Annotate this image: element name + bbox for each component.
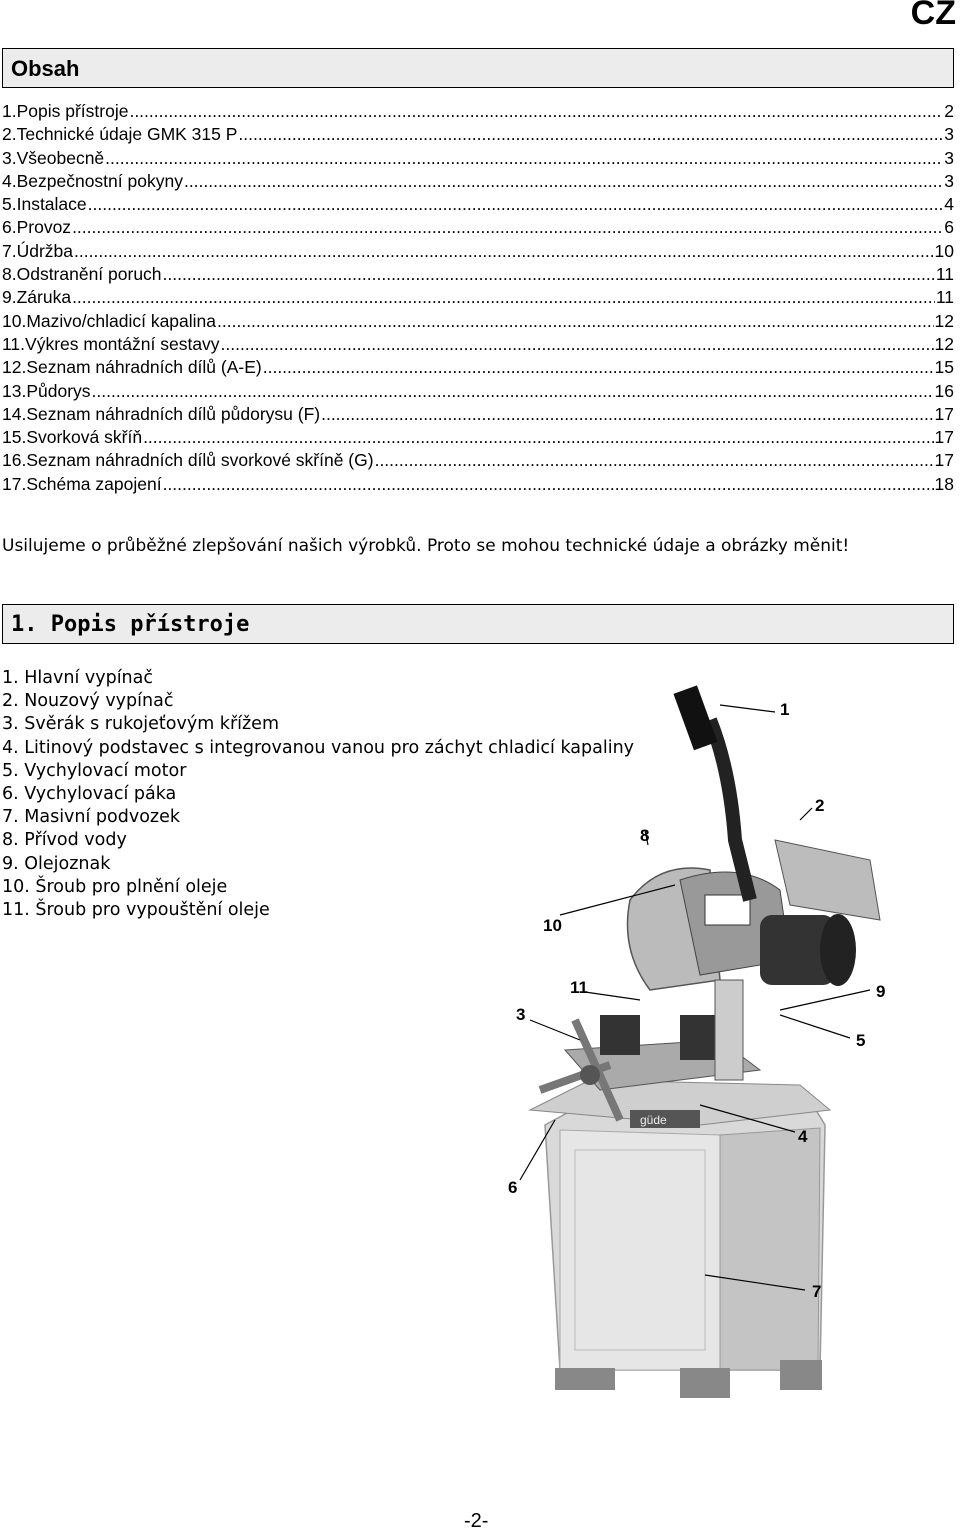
toc-page: 3 [944, 124, 954, 145]
toc-leader [221, 333, 934, 356]
toc-leader [88, 193, 944, 216]
toc-leader [72, 286, 935, 309]
toc-leader [375, 449, 934, 472]
callout-7: 7 [812, 1282, 822, 1301]
toc-leader [92, 380, 934, 403]
toc-entry[interactable] [2, 147, 954, 170]
section-heading: 1. Popis přístroje [2, 604, 954, 644]
toc-title: 2.Technické údaje GMK 315 P [2, 124, 238, 145]
toc-entry[interactable] [2, 123, 954, 146]
part-item: 1. Hlavní vypínač [2, 668, 153, 688]
callout-3: 3 [516, 1005, 526, 1024]
toc-entry[interactable] [2, 403, 954, 426]
contents-heading: Obsah [2, 48, 954, 88]
toc-leader [217, 310, 934, 333]
toc-entry[interactable] [2, 426, 954, 449]
part-item: 11. Šroub pro vypouštění oleje [2, 899, 270, 920]
toc-leader [74, 240, 934, 263]
toc-entry[interactable] [2, 170, 954, 193]
toc-page: 18 [934, 473, 954, 494]
brand-logo: güde [640, 1113, 667, 1127]
toc-title: 6.Provoz [2, 217, 72, 238]
toc-title: 3.Všeobecně [2, 147, 105, 168]
part-item: 8. Přívod vody [2, 830, 127, 851]
toc-page: 16 [934, 380, 954, 401]
toc-entry[interactable] [2, 333, 954, 356]
toc-entry[interactable] [2, 100, 954, 123]
page-number: -2- [464, 1510, 489, 1532]
toc-leader [263, 356, 934, 379]
callout-4: 4 [798, 1127, 808, 1146]
toc-page: 11 [935, 264, 954, 285]
toc-leader [184, 170, 943, 193]
toc-leader [163, 473, 934, 496]
callout-2: 2 [815, 796, 825, 815]
table-of-contents [2, 100, 954, 496]
toc-title: 16.Seznam náhradních dílů svorkové skříně (G) [2, 450, 374, 471]
toc-leader [321, 403, 933, 426]
part-item: 7. Masivní podvozek [2, 807, 181, 828]
toc-title: 9.Záruka [2, 287, 72, 308]
toc-title: 14.Seznam náhradních dílů půdorysu (F) [2, 403, 321, 424]
saw-illustration [470, 670, 920, 1410]
toc-leader [129, 100, 943, 123]
language-code: CZ [910, 0, 956, 32]
toc-title: 12.Seznam náhradních dílů (A-E) [2, 357, 262, 378]
toc-entry[interactable] [2, 263, 954, 286]
toc-entry[interactable] [2, 310, 954, 333]
callout-10: 10 [543, 916, 562, 935]
toc-page: 11 [935, 287, 954, 308]
toc-title: 17.Schéma zapojení [2, 473, 162, 494]
part-item: 4. Litinový podstavec s integrovanou vanou pro záchyt chladicí kapaliny [2, 737, 635, 758]
part-item: 2. Nouzový vypínač [2, 691, 174, 712]
toc-page: 17 [934, 427, 954, 448]
callout-8: 8 [640, 826, 650, 845]
part-item: 5. Vychylovací motor [2, 760, 187, 781]
toc-title: 1.Popis přístroje [2, 101, 129, 121]
toc-entry[interactable] [2, 286, 954, 309]
improvement-note: Usilujeme o průběžné zlepšování našich výrobků. Proto se mohou technické údaje a obrázky měnit! [2, 536, 850, 556]
toc-page: 2 [944, 101, 954, 121]
part-item: 6. Vychylovací páka [2, 783, 177, 804]
toc-page: 4 [944, 194, 954, 215]
toc-entry[interactable] [2, 193, 954, 216]
toc-entry[interactable] [2, 473, 954, 496]
toc-title: 4.Bezpečnostní pokyny [2, 170, 183, 191]
toc-entry[interactable] [2, 380, 954, 403]
toc-page: 12 [934, 333, 954, 354]
callout-11: 11 [570, 978, 588, 997]
toc-leader [105, 147, 943, 170]
toc-title: 7.Údržba [2, 240, 74, 261]
callout-5: 5 [856, 1031, 866, 1050]
toc-title: 11.Výkres montážní sestavy [2, 333, 220, 354]
toc-entry[interactable] [2, 449, 954, 472]
toc-title: 15.Svorková skříň [2, 427, 143, 448]
part-item: 3. Svěrák s rukojeťovým křížem [2, 714, 280, 735]
callout-6: 6 [508, 1178, 518, 1197]
callout-1: 1 [780, 700, 790, 719]
toc-page: 6 [944, 217, 954, 238]
part-item: 9. Olejoznak [2, 853, 111, 874]
toc-entry[interactable] [2, 356, 954, 379]
toc-page: 17 [934, 403, 954, 424]
toc-title: 5.Instalace [2, 194, 87, 215]
toc-page: 12 [934, 310, 954, 331]
toc-title: 10.Mazivo/chladicí kapalina [2, 310, 217, 331]
toc-page: 17 [934, 450, 954, 471]
toc-page: 15 [934, 357, 954, 378]
toc-title: 8.Odstranění poruch [2, 264, 162, 285]
toc-page: 10 [934, 240, 954, 261]
toc-leader [143, 426, 933, 449]
toc-leader [238, 123, 943, 146]
toc-page: 3 [944, 170, 954, 191]
toc-entry[interactable] [2, 240, 954, 263]
toc-page: 3 [944, 147, 954, 168]
toc-leader [163, 263, 935, 286]
toc-leader [72, 216, 943, 239]
toc-entry[interactable] [2, 216, 954, 239]
callout-9: 9 [876, 982, 886, 1001]
part-item: 10. Šroub pro plnění oleje [2, 876, 228, 897]
toc-title: 13.Půdorys [2, 380, 91, 401]
